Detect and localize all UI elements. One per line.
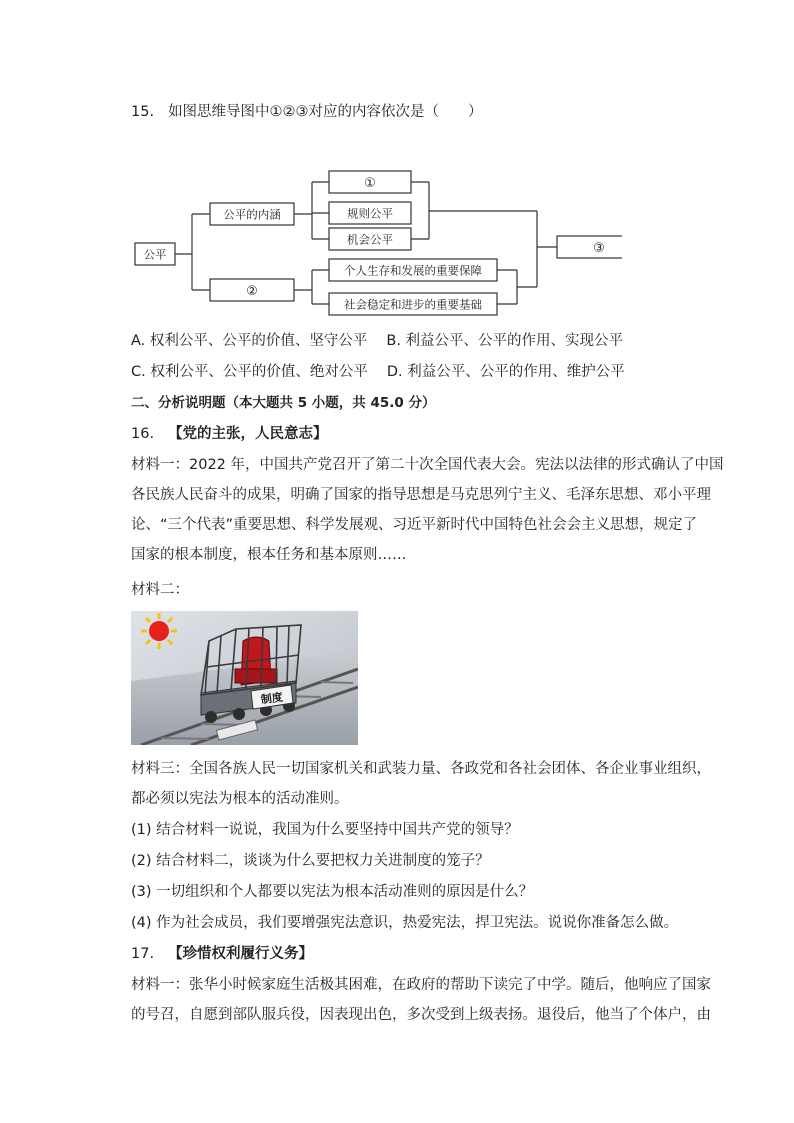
q17-heading-row <box>131 944 313 964</box>
q15-option-c: C. 权利公平、公平的价值、绝对公平 <box>131 364 368 380</box>
q16-question: (3) 一切组织和个人都要以宪法为根本活动准则的原因是什么？ <box>131 884 534 900</box>
q15-stem-text: 如图思维导图中①②③对应的内容依次是（ ） <box>168 104 483 120</box>
q16-material1-line: 材料一：2022 年，中国共产党召开了第二十次全国代表大会。宪法以法律的形式确认了中国 <box>131 457 724 473</box>
q16-material1-line: 论、“三个代表”重要思想、科学发展观、习近平新时代中国特色社会会主义思想，规定了 <box>131 517 698 533</box>
q16-material3 <box>131 754 711 814</box>
q16-question: (2) 结合材料二，谈谈为什么要把权力关进制度的笼子？ <box>131 853 490 869</box>
mind-map-leaf3: 机会公平 <box>347 232 393 247</box>
q16-question: (1) 结合材料一说说，我国为什么要坚持中国共产党的领导？ <box>131 822 519 838</box>
mind-map-target: ③ <box>593 241 605 256</box>
q16-material1-line: 国家的根本制度，根本任务和基本原则…… <box>131 547 407 563</box>
q16-cartoon-image <box>131 611 358 745</box>
q15-stem <box>131 102 483 122</box>
mind-map-root: 公平 <box>143 247 167 262</box>
q15-option-a: A. 权利公平、公平的价值、坚守公平 <box>131 333 368 349</box>
q17-heading: 【珍惜权利履行义务】 <box>168 946 314 962</box>
q15-number: 15. <box>131 104 155 120</box>
cartoon-cage-label: 制度 <box>260 690 284 707</box>
q16-heading-row <box>131 424 328 444</box>
q17-material1-line: 材料一：张华小时候家庭生活极其困难，在政府的帮助下读完了中学。随后，他响应了国家 <box>131 977 711 993</box>
q16-material1 <box>131 450 724 570</box>
q16-number: 16. <box>131 426 155 442</box>
q15-options-row2 <box>131 362 625 382</box>
q16-heading: 【党的主张，人民意志】 <box>168 426 328 442</box>
q17-number: 17. <box>131 946 155 962</box>
q16-material3-line: 都必须以宪法为根本的活动准则。 <box>131 791 349 807</box>
q15-option-b: B. 利益公平、公平的作用、实现公平 <box>386 333 624 349</box>
q15-option-d: D. 利益公平、公平的作用、维护公平 <box>386 364 625 380</box>
q16-questions <box>131 815 695 939</box>
q16-question: (4) 作为社会成员，我们要增强宪法意识，热爱宪法，捍卫宪法。说说你准备怎么做。 <box>131 915 679 931</box>
sun-icon <box>141 613 177 649</box>
q15-options-row1 <box>131 331 623 351</box>
mind-map-branch-bottom: ② <box>246 284 258 299</box>
mind-map-leaf4: 个人生存和发展的重要保障 <box>344 263 482 278</box>
q16-material1-line: 各民族人民奋斗的成果，明确了国家的指导思想是马克思列宁主义、毛泽东思想、邓小平理 <box>131 487 711 503</box>
mind-map-leaf2: 规则公平 <box>347 206 393 221</box>
mind-map-leaf5: 社会稳定和进步的重要基础 <box>344 297 482 312</box>
mind-map-branch-top: 公平的内涵 <box>223 207 281 222</box>
mind-map-leaf1: ① <box>364 176 376 191</box>
q16-material2-label: 材料二： <box>131 582 189 598</box>
mind-map-target-box <box>557 236 622 258</box>
q15-mind-map <box>132 165 622 323</box>
q17-material1 <box>131 970 711 1030</box>
section2-title: 二、分析说明题（本大题共 5 小题，共 45.0 分） <box>131 395 436 411</box>
q17-material1-line: 的号召，自愿到部队服兵役，因表现出色，多次受到上级表扬。退役后，他当了个体户，由 <box>131 1007 711 1023</box>
q16-material3-line: 材料三：全国各族人民一切国家机关和武装力量、各政党和各社会团体、各企业事业组织， <box>131 761 711 777</box>
